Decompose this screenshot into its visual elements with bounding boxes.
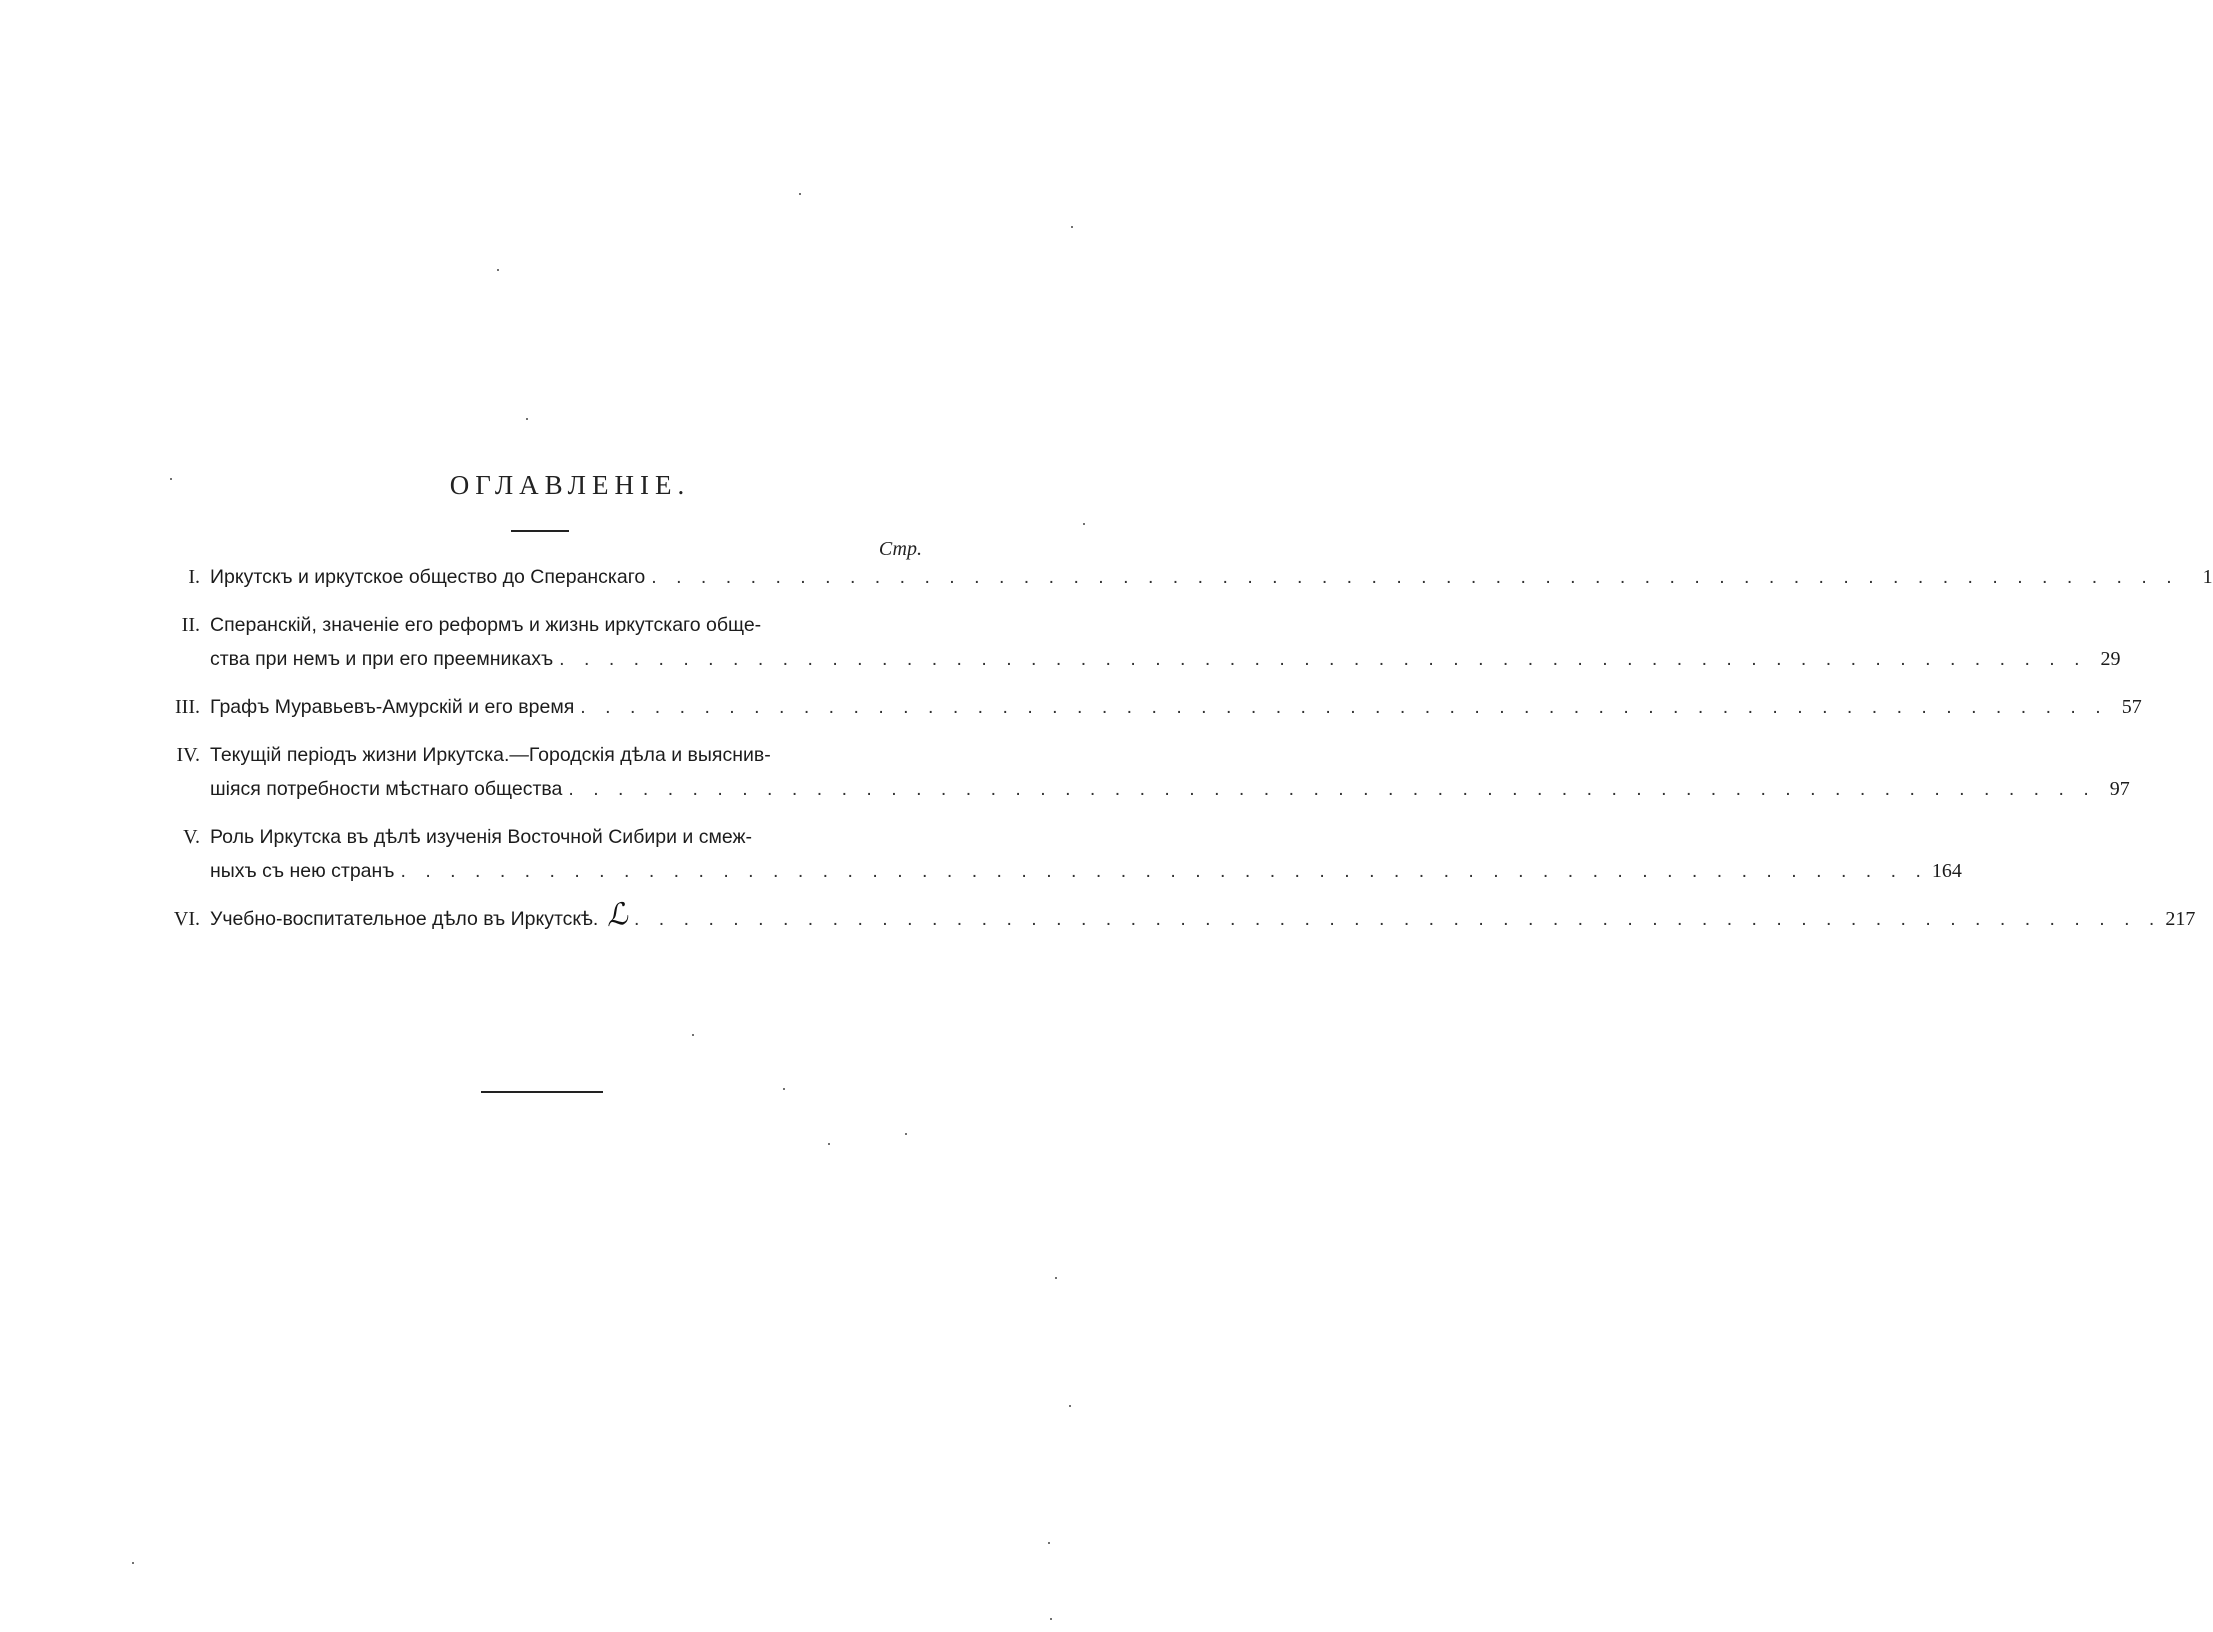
scan-speck bbox=[1071, 226, 1073, 228]
page-column-label: Стр. bbox=[878, 538, 922, 560]
dot-leader bbox=[562, 772, 2095, 806]
scan-speck bbox=[905, 1133, 907, 1135]
chapter-title: Графъ Муравьевъ-Амурскій и его время bbox=[210, 696, 575, 718]
chapter-title: Текущій періодъ жизни Иркутска.—Городскія дѣла и выяснив- bbox=[210, 744, 771, 766]
scan-speck bbox=[1069, 1405, 1071, 1407]
table-of-contents bbox=[160, 560, 2213, 936]
handwritten-mark-icon: ℒ bbox=[603, 896, 631, 935]
chapter-title: Учебно-воспитательное дѣло въ Иркутскѣ. bbox=[210, 908, 599, 930]
dot-leader bbox=[574, 690, 2107, 724]
scan-speck bbox=[1050, 1618, 1052, 1620]
chapter-numeral: II. bbox=[181, 614, 200, 636]
chapter-title-continued: ныхъ съ нею странъ bbox=[210, 860, 395, 882]
toc-entry[interactable] bbox=[160, 608, 2121, 676]
dot-leader bbox=[394, 854, 1927, 888]
page-number: 57 bbox=[2121, 696, 2142, 718]
scan-speck bbox=[497, 269, 499, 271]
chapter-title-continued: шіяся потребности мѣстнаго общества bbox=[210, 778, 563, 800]
chapter-numeral: V. bbox=[183, 826, 200, 848]
scan-speck bbox=[132, 1562, 134, 1564]
chapter-title: Роль Иркутска въ дѣлѣ изученія Восточной Сибири и смеж- bbox=[210, 826, 753, 848]
toc-entry[interactable] bbox=[160, 560, 2213, 594]
toc-entry[interactable] bbox=[160, 690, 2142, 724]
dot-leader bbox=[553, 642, 2086, 676]
scan-speck bbox=[1083, 523, 1085, 525]
page-number: 164 bbox=[1931, 860, 1962, 882]
closing-divider bbox=[481, 1091, 603, 1093]
chapter-title: Сперанскій, значеніе его реформъ и жизнь иркутскаго обще- bbox=[210, 614, 762, 636]
scan-speck bbox=[526, 418, 528, 420]
scan-speck bbox=[170, 478, 172, 480]
page-number: 29 bbox=[2100, 648, 2121, 670]
scan-speck bbox=[692, 1034, 694, 1036]
scan-speck bbox=[828, 1143, 830, 1145]
chapter-numeral: III. bbox=[175, 696, 200, 718]
page-number: 217 bbox=[2165, 908, 2196, 930]
page-title: ОГЛАВЛЕНІЕ. bbox=[449, 470, 691, 500]
chapter-numeral: VI. bbox=[173, 908, 200, 930]
page-number: 97 bbox=[2109, 778, 2130, 800]
chapter-title: Иркутскъ и иркутское общество до Сперанскаго bbox=[210, 566, 646, 588]
toc-entry[interactable] bbox=[160, 820, 1962, 888]
page-number: 1 bbox=[2202, 566, 2213, 588]
toc-entry[interactable] bbox=[160, 738, 2130, 806]
scan-speck bbox=[799, 193, 801, 195]
toc-entry[interactable] bbox=[160, 896, 2196, 936]
scan-speck bbox=[1048, 1542, 1050, 1544]
dot-leader bbox=[645, 560, 2178, 594]
chapter-numeral: IV. bbox=[176, 744, 200, 766]
dot-leader bbox=[628, 902, 2161, 936]
scan-speck bbox=[783, 1088, 785, 1090]
chapter-title-continued: ства при немъ и при его преемникахъ bbox=[210, 648, 554, 670]
chapter-numeral: I. bbox=[188, 566, 200, 588]
title-divider bbox=[511, 530, 569, 532]
scan-speck bbox=[1055, 1277, 1057, 1279]
